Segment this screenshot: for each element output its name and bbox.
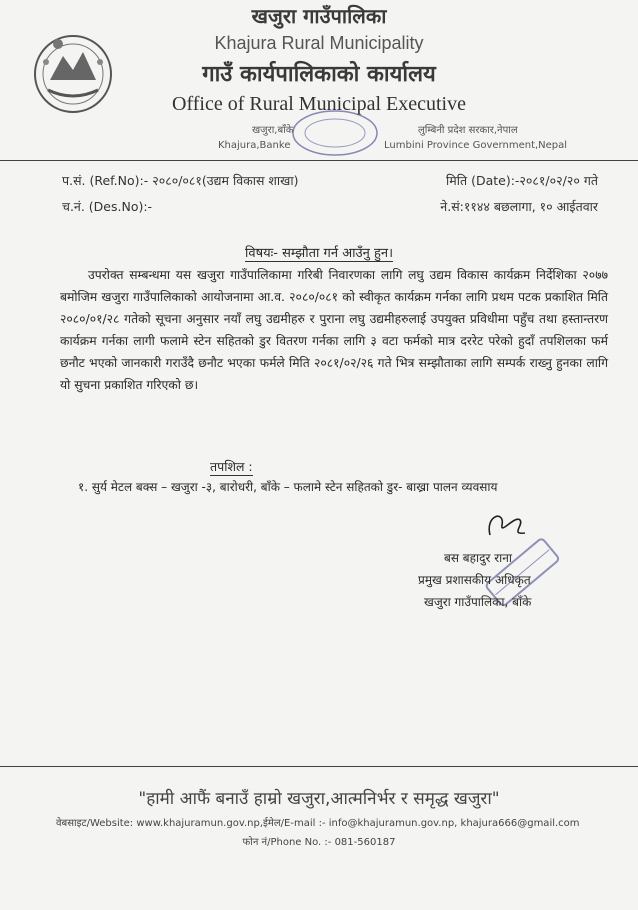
footer-slogan: "हामी आफैं बनाउँ हाम्रो खजुरा,आत्मनिर्भर र समृद्ध खजुरा" xyxy=(138,789,500,809)
office-name-np: गाउँ कार्यपालिकाको कार्यालय xyxy=(202,61,436,87)
office-stamp-icon xyxy=(290,108,380,158)
footer-divider xyxy=(0,766,638,767)
signatory-name: बस बहादुर राना xyxy=(444,551,512,565)
signatory-office: खजुरा गाउँपालिका, बाँके xyxy=(424,595,532,609)
office-name-en: Office of Rural Municipal Executive xyxy=(172,93,466,115)
municipality-name-np: खजुरा गाउँपालिका xyxy=(251,4,387,28)
dispatch-number: च.नं. (Des.No):- xyxy=(62,199,153,214)
details-item: १. सुर्य मेटल बक्स – खजुरा -३, बारोधरी, बाँके – फलामे स्टेन सहितको डुर- बाख्रा पालन व्यवसाय xyxy=(78,480,498,494)
footer-website: वेबसाइट/Website: www.khajuramun.gov.np,ईमेल/E-mail :- info@khajuramun.gov.np, khajura666@gmail.com xyxy=(56,818,580,829)
signatory-title: प्रमुख प्रशासकीय अधिकृत xyxy=(418,573,531,587)
notice-body: उपरोक्त सम्बन्धमा यस खजुरा गाउँपालिकामा गरिबी निवारणका लागि लघु उद्यम विकास कार्यक्रम निर्देशिका २०७७ बमोजिम खजुरा गाउँपालिकाको आयोजनामा आ.व. २०८०/०८१ को स्वीकृत कार्यक्रम गर्नका लागि प्रथम पटक प्रकाशित मिति २०८०/०१/२८ गतेको सूचना अनुसार नयाँ लघु उद्यमीहरु र पुराना लघु उद्यमीहरुलाई उपयुक्त प्रविधीमा पहुँच तथा हस्तान्तरण कार्यक्रम गर्नका लागी फलामे स्टेन सहितको डुर वितरण गर्नका लागि ३ वटा फर्मको मात्र दररेट परेको हुदाँ तपशिलका फर्म छनौट भएको जानकारी गराउँदै छनौट भएका फर्मले मिति २०८१/०२/२६ गते भित्र सम्झौताका लागि सम्पर्क राख्नु हुनका लागि यो सुचना प्रकाशित गरिएको छ। xyxy=(60,268,608,392)
municipality-name-en: Khajura Rural Municipality xyxy=(214,33,424,53)
reference-number: प.सं. (Ref.No):- २०८०/०८१(उद्यम विकास शाखा) xyxy=(62,173,299,188)
location-np: खजुरा,बाँके xyxy=(252,125,294,136)
details-heading: तपशिल : xyxy=(210,459,253,474)
letter-date: मिति (Date):-२०८१/०२/२० गते xyxy=(446,173,598,188)
header-divider xyxy=(0,160,638,161)
province-en: Lumbini Province Government,Nepal xyxy=(384,140,568,151)
province-np: लुम्बिनी प्रदेश सरकार,नेपाल xyxy=(418,125,518,136)
subject-line: विषयः- सम्झौता गर्न आउँनु हुन। xyxy=(244,246,393,261)
nepal-sambat-date: ने.सं:११४४ बछलागा, १० आईतवार xyxy=(440,199,598,214)
location-en: Khajura,Banke xyxy=(218,140,291,151)
footer-phone: फोन नं/Phone No. :- 081-560187 xyxy=(242,837,396,848)
